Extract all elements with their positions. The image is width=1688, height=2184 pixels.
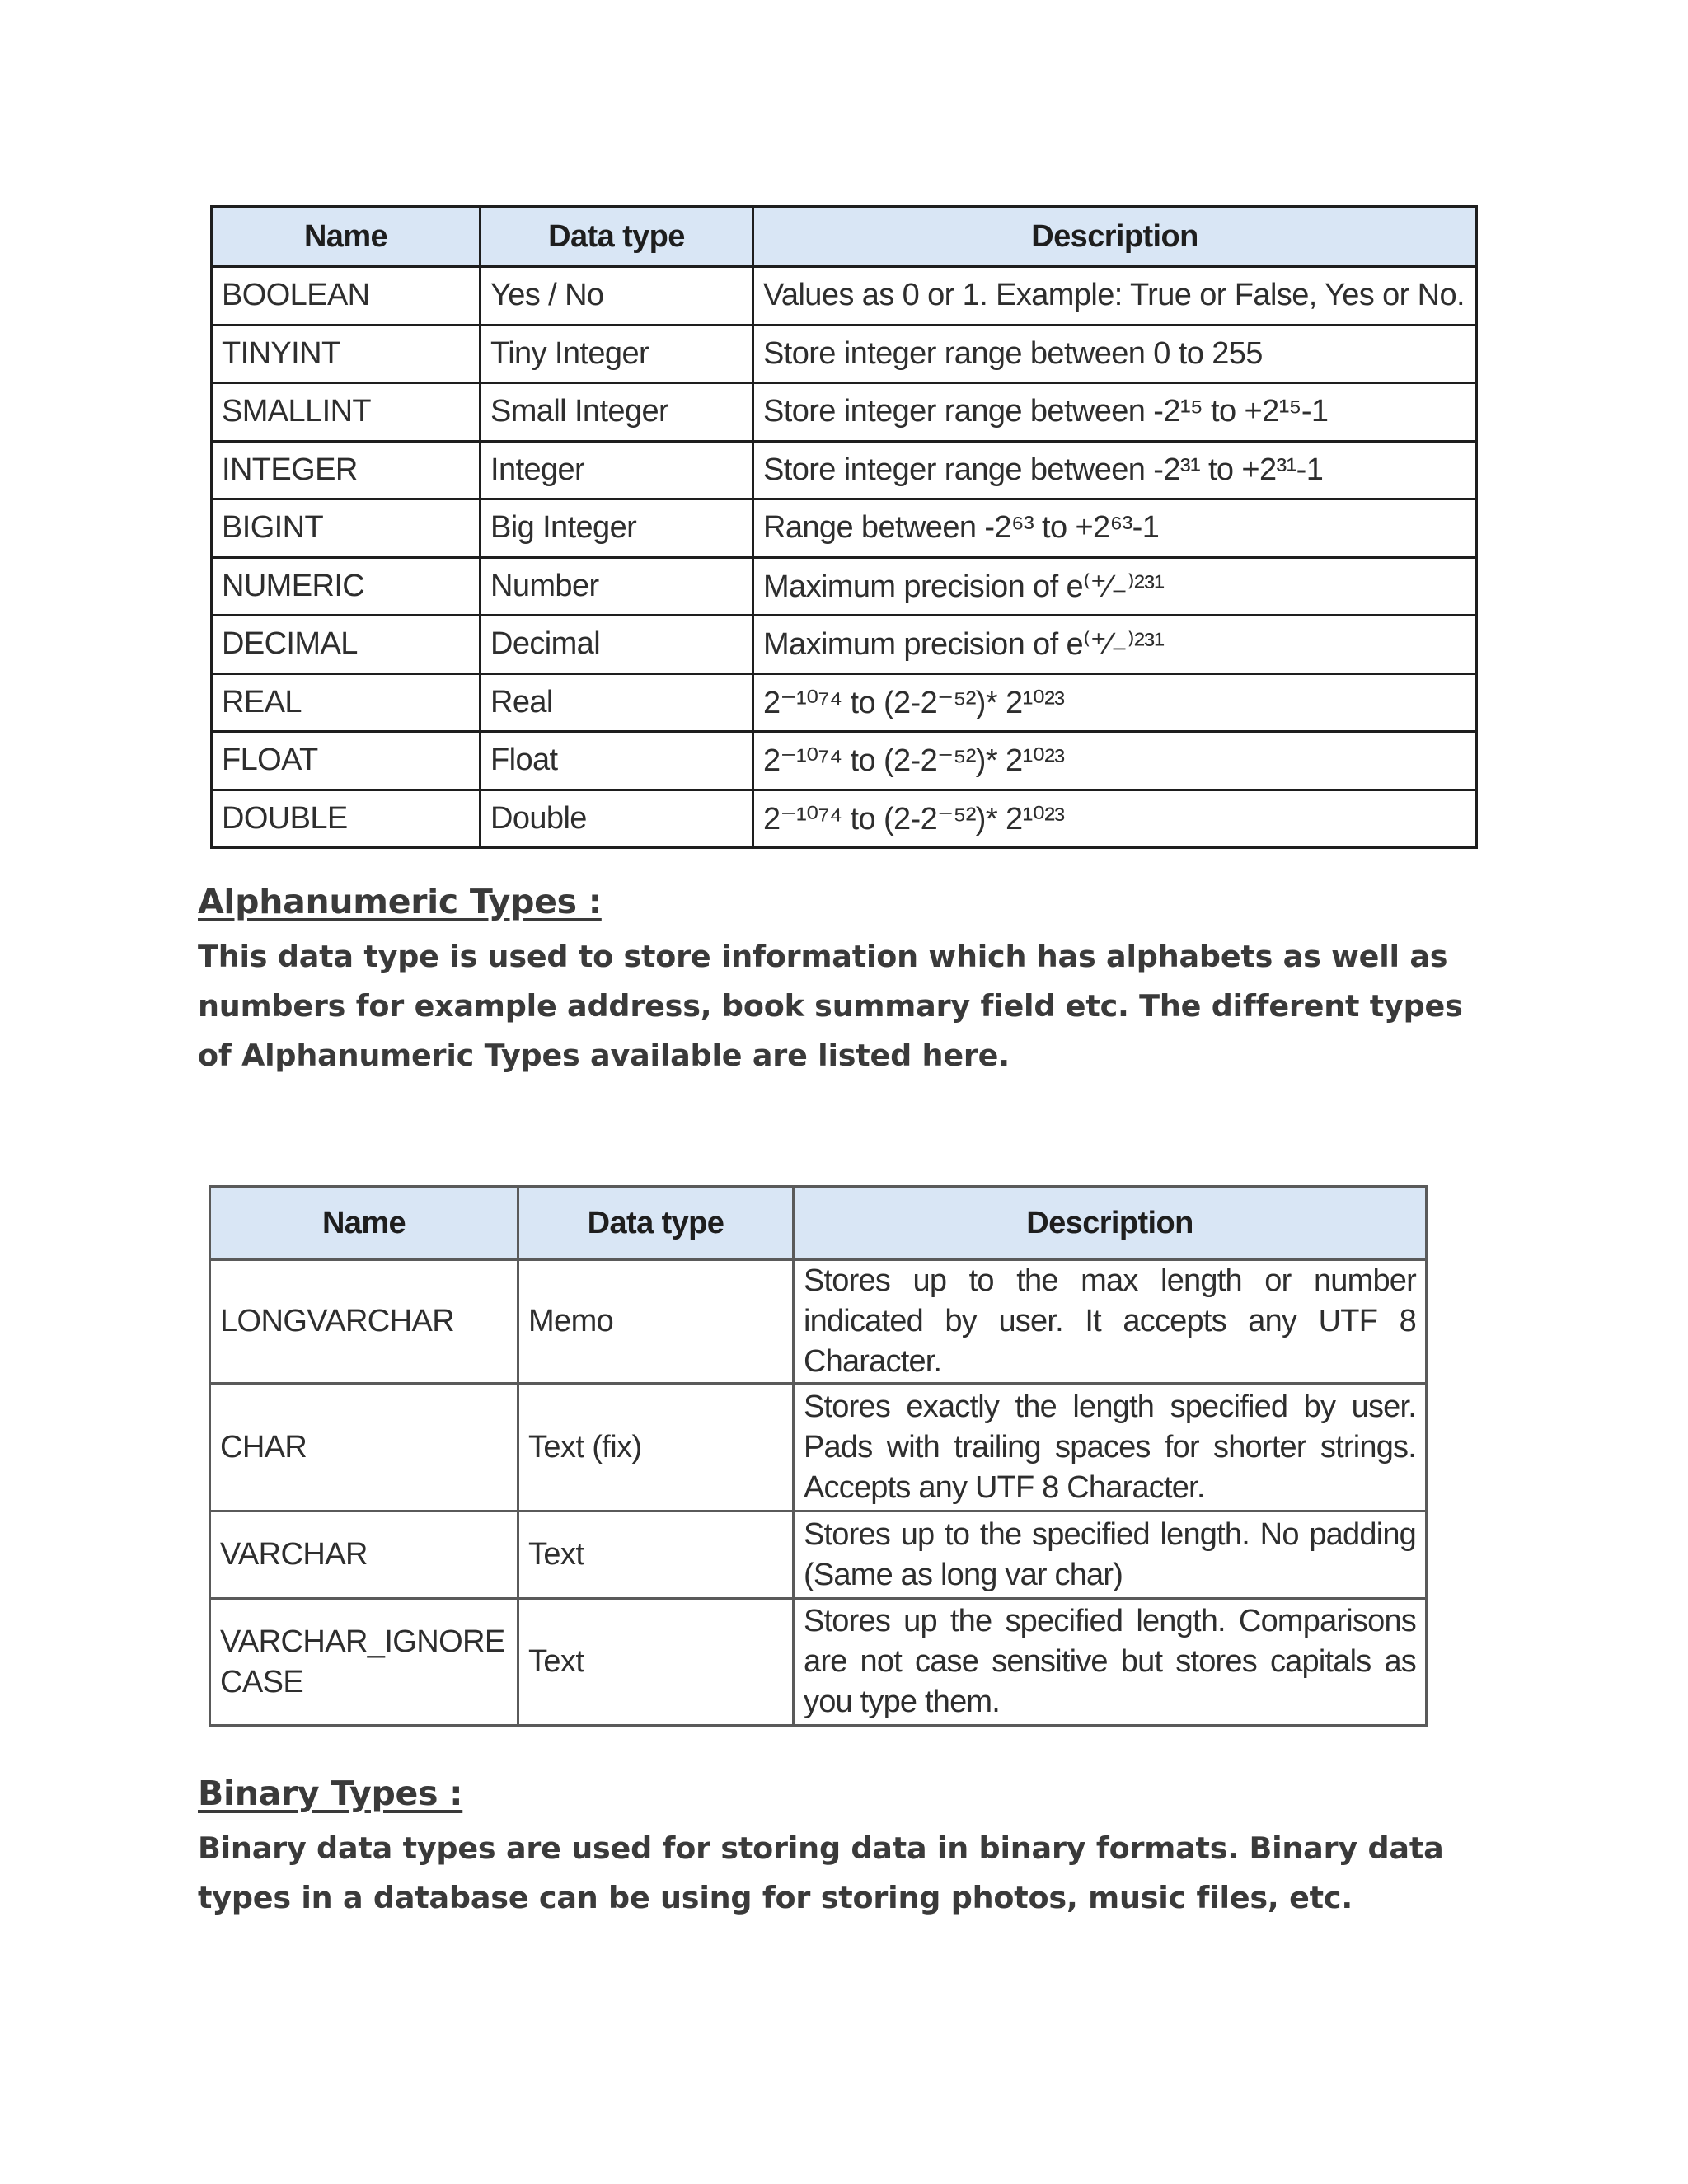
description-cell: Range between -2⁶³ to +2⁶³-1 (753, 499, 1477, 558)
type-name-cell: VARCHAR (210, 1511, 518, 1599)
description-cell: Store integer range between -2³¹ to +2³¹-1 (753, 441, 1477, 499)
description-cell: 2⁻¹⁰⁷⁴ to (2-2⁻⁵²)* 2¹⁰²³ (753, 790, 1477, 848)
description-cell: Maximum precision of e⁽⁺⁄₋⁾²³¹ (753, 616, 1477, 674)
column-header-description: Description (794, 1187, 1427, 1260)
type-name-cell: FLOAT (212, 732, 481, 790)
binary-types-heading: Binary Types : (198, 1774, 463, 1813)
description-cell: 2⁻¹⁰⁷⁴ to (2-2⁻⁵²)* 2¹⁰²³ (753, 732, 1477, 790)
table-row (212, 790, 1477, 848)
table-row (212, 557, 1477, 616)
table-row (212, 267, 1477, 326)
data-type-cell: Integer (481, 441, 753, 499)
numeric-types-table (210, 205, 1478, 849)
table-header-row (210, 1187, 1427, 1260)
data-type-cell: Text (518, 1511, 794, 1599)
description-cell: 2⁻¹⁰⁷⁴ to (2-2⁻⁵²)* 2¹⁰²³ (753, 673, 1477, 732)
data-type-cell: Yes / No (481, 267, 753, 326)
table-row (212, 499, 1477, 558)
column-header-data-type: Data type (481, 207, 753, 267)
table-row (212, 616, 1477, 674)
table-row (212, 441, 1477, 499)
table-row (212, 325, 1477, 383)
data-type-cell: Tiny Integer (481, 325, 753, 383)
alphanumeric-types-heading: Alphanumeric Types : (198, 882, 602, 921)
table-header-row (212, 207, 1477, 267)
alphanumeric-types-description: This data type is used to store information which has alphabets as well as numbers for example address, book summary field etc. The different types of Alphanumeric Types available are listed here. (198, 939, 1463, 1073)
column-header-name: Name (212, 207, 481, 267)
type-name-cell: DOUBLE (212, 790, 481, 848)
description-cell: Stores up to the max length or number indicated by user. It accepts any UTF 8 Character. (794, 1260, 1427, 1384)
type-name-cell: REAL (212, 673, 481, 732)
data-type-cell: Small Integer (481, 383, 753, 442)
data-type-cell: Memo (518, 1260, 794, 1384)
description-cell: Stores up to the specified length. No padding (Same as long var char) (794, 1511, 1427, 1599)
alphanumeric-types-table (209, 1185, 1428, 1727)
table-row (212, 732, 1477, 790)
data-type-cell: Double (481, 790, 753, 848)
type-name-cell: SMALLINT (212, 383, 481, 442)
table-row (210, 1511, 1427, 1599)
description-cell: Store integer range between 0 to 255 (753, 325, 1477, 383)
column-header-data-type: Data type (518, 1187, 794, 1260)
type-name-cell: NUMERIC (212, 557, 481, 616)
column-header-name: Name (210, 1187, 518, 1260)
column-header-description: Description (753, 207, 1477, 267)
table-row (210, 1260, 1427, 1384)
description-cell: Stores up the specified length. Comparisons are not case sensitive but stores capitals as you type them. (794, 1599, 1427, 1726)
type-name-cell: BIGINT (212, 499, 481, 558)
type-name-cell: LONGVARCHAR (210, 1260, 518, 1384)
table-row (212, 383, 1477, 442)
description-cell: Store integer range between -2¹⁵ to +2¹⁵-1 (753, 383, 1477, 442)
data-type-cell: Number (481, 557, 753, 616)
data-type-cell: Text (fix) (518, 1384, 794, 1511)
type-name-cell: BOOLEAN (212, 267, 481, 326)
data-type-cell: Text (518, 1599, 794, 1726)
type-name-cell: TINYINT (212, 325, 481, 383)
description-cell: Values as 0 or 1. Example: True or False, Yes or No. (753, 267, 1477, 326)
data-type-cell: Real (481, 673, 753, 732)
binary-types-description: Binary data types are used for storing data in binary formats. Binary data types in a database can be using for storing photos, music files, etc. (198, 1830, 1444, 1915)
type-name-cell: INTEGER (212, 441, 481, 499)
table-row (212, 673, 1477, 732)
type-name-cell: CHAR (210, 1384, 518, 1511)
description-cell: Stores exactly the length specified by user. Pads with trailing spaces for shorter strings. Accepts any UTF 8 Character. (794, 1384, 1427, 1511)
data-type-cell: Decimal (481, 616, 753, 674)
data-type-cell: Big Integer (481, 499, 753, 558)
table-row (210, 1599, 1427, 1726)
type-name-cell: VARCHAR_IGNORE CASE (210, 1599, 518, 1726)
table-row (210, 1384, 1427, 1511)
type-name-cell: DECIMAL (212, 616, 481, 674)
data-type-cell: Float (481, 732, 753, 790)
description-cell: Maximum precision of e⁽⁺⁄₋⁾²³¹ (753, 557, 1477, 616)
